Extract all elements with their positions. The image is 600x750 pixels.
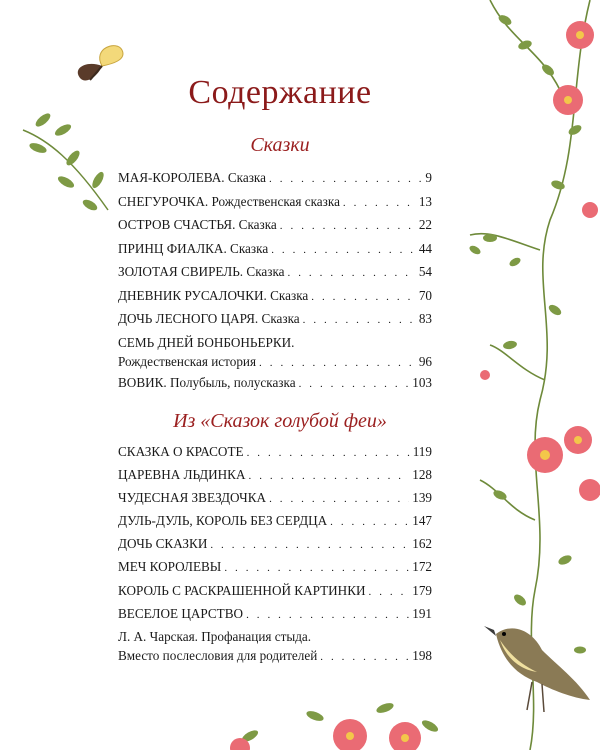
leader-dots [303, 313, 416, 328]
leader-dots [224, 561, 409, 576]
leader-dots [288, 266, 416, 281]
toc-entry[interactable] [118, 217, 432, 241]
leader-dots [320, 650, 409, 665]
leader-dots [330, 515, 409, 530]
toc-entry[interactable] [118, 513, 432, 536]
toc-entry[interactable] [118, 264, 432, 288]
entry-page: 96 [418, 353, 432, 369]
toc-entry[interactable] [118, 629, 432, 669]
entry-title: ЦАРЕВНА ЛЬДИНКА [118, 467, 246, 483]
entry-page: 70 [418, 287, 432, 303]
section-title-tales: Сказки [250, 134, 310, 156]
entry-page: 179 [412, 582, 432, 598]
toc-entry[interactable] [118, 559, 432, 582]
entry-title: ДОЧЬ ЛЕСНОГО ЦАРЯ. Сказка [118, 311, 300, 326]
entry-title: ВОВИК. Полубыль, полусказка [118, 374, 296, 390]
toc-list-tales [118, 170, 432, 398]
leader-dots [259, 356, 416, 371]
entry-page: 9 [425, 170, 432, 185]
rose-flowers-illustration [220, 686, 460, 750]
leader-dots [271, 243, 416, 258]
leader-dots [269, 492, 409, 507]
entry-title: ДОЧЬ СКАЗКИ [118, 536, 208, 552]
entry-page: 103 [412, 374, 432, 390]
entry-page: 54 [418, 264, 432, 279]
entry-page: 83 [418, 311, 432, 326]
leader-dots [311, 290, 416, 305]
entry-title: ЗОЛОТАЯ СВИРЕЛЬ. Сказка [118, 264, 285, 279]
entry-title: КОРОЛЬ С РАСКРАШЕННОЙ КАРТИНКИ [118, 582, 366, 598]
entry-title: ОСТРОВ СЧАСТЬЯ. Сказка [118, 217, 277, 232]
toc-entry[interactable] [118, 241, 432, 265]
toc-list-blue-fairy [118, 444, 432, 669]
toc-entry[interactable] [118, 583, 432, 606]
entry-page: 147 [412, 513, 432, 529]
entry-page: 128 [412, 467, 432, 483]
section-title-blue-fairy: Из «Сказок голубой феи» [173, 410, 387, 432]
entry-title: ВЕСЕЛОЕ ЦАРСТВО [118, 605, 244, 621]
toc-entry[interactable] [118, 490, 432, 513]
entry-title: ЧУДЕСНАЯ ЗВЕЗДОЧКА [118, 490, 267, 506]
entry-page: 191 [412, 605, 432, 621]
entry-title: ПРИНЦ ФИАЛКА. Сказка [118, 240, 269, 256]
entry-page: 198 [412, 647, 432, 663]
leader-dots [343, 196, 416, 211]
entry-title: ДУЛЬ-ДУЛЬ, КОРОЛЬ БЕЗ СЕРДЦА [118, 513, 328, 529]
leader-dots [210, 538, 409, 553]
entry-title: МАЯ-КОРОЛЕВА. Сказка [118, 170, 266, 185]
entry-title: Л. А. Чарская. Профанация стыда. [118, 628, 312, 644]
toc-entry[interactable] [118, 311, 432, 335]
entry-page: 44 [418, 240, 432, 256]
leader-dots [246, 608, 409, 623]
toc-entry[interactable] [118, 194, 432, 218]
entry-page: 22 [418, 217, 432, 232]
entry-page: 172 [412, 559, 432, 575]
entry-title: МЕЧ КОРОЛЕВЫ [118, 559, 222, 575]
entry-subtitle: Рождественская история [118, 353, 257, 369]
toc-entry[interactable] [118, 170, 432, 194]
leaf-sprig-illustration [18, 100, 118, 220]
entry-page: 119 [412, 444, 432, 459]
leader-dots [299, 377, 410, 392]
entry-subtitle: Вместо послесловия для родителей [118, 647, 318, 663]
bird-illustration [482, 620, 592, 715]
entry-page: 162 [412, 536, 432, 552]
entry-title: СНЕГУРОЧКА. Рождественская сказка [118, 193, 340, 209]
toc-entry[interactable] [118, 536, 432, 559]
entry-title: СЕМЬ ДНЕЙ БОНБОНЬЕРКИ. [118, 334, 295, 350]
page-title: Содержание [188, 74, 372, 111]
leader-dots [269, 172, 422, 187]
toc-entry[interactable] [118, 606, 432, 629]
entry-title: ДНЕВНИК РУСАЛОЧКИ. Сказка [118, 287, 309, 303]
leader-dots [247, 446, 410, 461]
leader-dots [249, 469, 410, 484]
toc-entry[interactable] [118, 444, 432, 467]
entry-title: СКАЗКА О КРАСОТЕ [118, 444, 244, 459]
leader-dots [280, 219, 416, 234]
entry-page: 13 [418, 193, 432, 209]
toc-entry[interactable] [118, 335, 432, 375]
toc-entry[interactable] [118, 288, 432, 312]
toc-entry[interactable] [118, 375, 432, 399]
toc-entry[interactable] [118, 467, 432, 490]
entry-page: 139 [412, 490, 432, 506]
leader-dots [369, 585, 410, 600]
